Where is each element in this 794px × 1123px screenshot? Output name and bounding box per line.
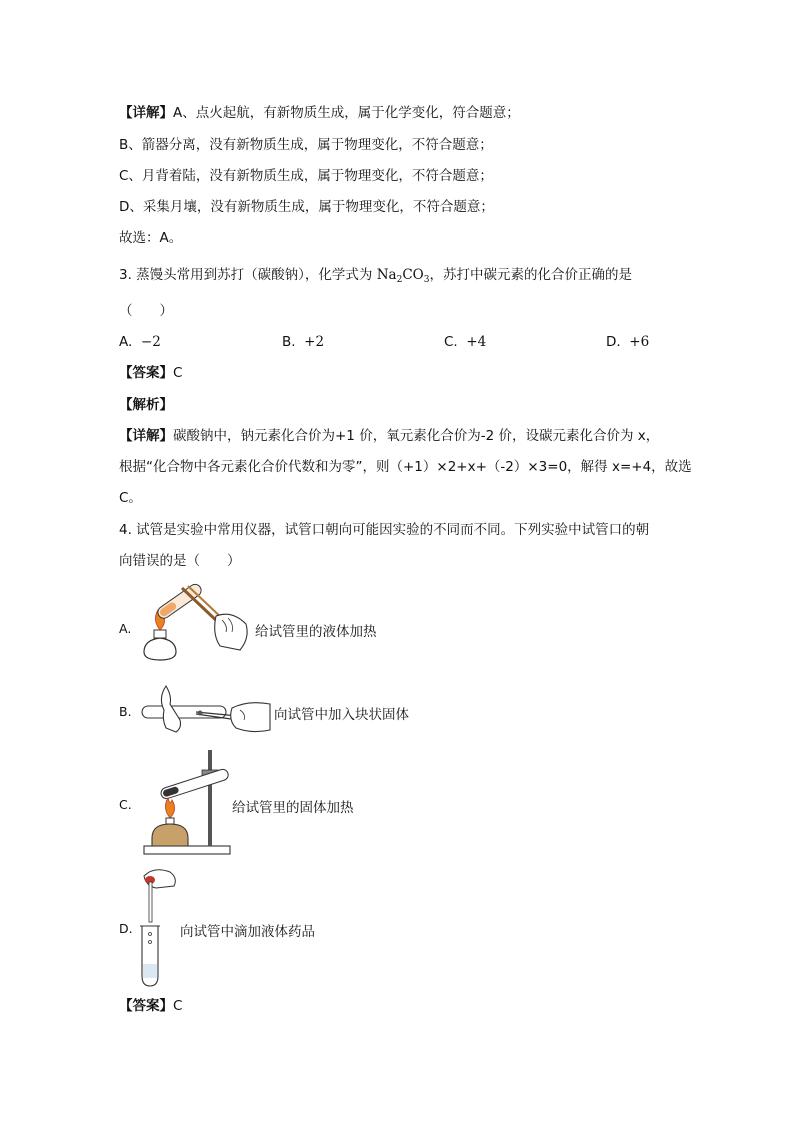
adding-solid-illustration — [136, 680, 276, 736]
q3-option-d — [606, 333, 649, 351]
option-letter: B. — [282, 334, 296, 350]
heating-solid-illustration — [140, 746, 236, 858]
formula-na: Na — [376, 267, 397, 283]
answer-head: 【答案】 — [119, 365, 173, 381]
answer-head: 【答案】 — [119, 998, 173, 1014]
answer-value: C — [173, 365, 183, 381]
q4-option-a-letter: A. — [119, 621, 132, 636]
q2-detail-line-c: C、月背着陆，没有新物质生成，属于物理变化，不符合题意； — [119, 168, 493, 184]
q3-stem — [119, 266, 632, 284]
option-letter: A. — [119, 334, 133, 350]
formula-co: CO — [402, 267, 424, 283]
q2-choice: 故选：A。 — [119, 230, 183, 246]
q3-analysis-head: 【解析】 — [119, 397, 173, 413]
detail-head: 【详解】 — [119, 428, 173, 444]
q4-stem-2: 向错误的是（ ） — [119, 553, 241, 569]
detail-text: A、点火起航，有新物质生成，属于化学变化，符合题意； — [173, 105, 520, 121]
q2-detail-line-b: B、箭器分离，没有新物质生成，属于物理变化，不符合题意； — [119, 137, 493, 153]
q3-option-a — [119, 333, 161, 351]
q4-option-c-letter: C. — [119, 797, 132, 812]
option-value: +6 — [629, 334, 650, 350]
option-letter: D. — [606, 334, 621, 350]
q4-option-c-caption: 给试管里的固体加热 — [232, 800, 354, 816]
q4-option-d-letter: D. — [119, 921, 133, 936]
q4-answer — [119, 997, 182, 1015]
q3-formula — [377, 267, 430, 283]
detail-text: 碳酸钠中，钠元素化合价为+1 价，氧元素化合价为-2 价，设碳元素化合价为 x， — [173, 428, 660, 444]
q2-detail-line-d: D、采集月壤，没有新物质生成，属于物理变化，不符合题意； — [119, 199, 494, 215]
q2-detail-line-a — [119, 104, 520, 122]
q4-option-a-caption: 给试管里的液体加热 — [255, 624, 377, 640]
option-value: −2 — [140, 334, 161, 350]
detail-head: 【详解】 — [119, 105, 173, 121]
q3-stem-pre: 3. 蒸馒头常用到苏打（碳酸钠），化学式为 — [119, 267, 373, 283]
q4-option-b-letter: B. — [119, 704, 132, 719]
q3-option-c — [444, 333, 486, 351]
option-letter: C. — [444, 334, 458, 350]
q4-option-d-caption: 向试管中滴加液体药品 — [180, 924, 315, 940]
option-value: +4 — [466, 334, 487, 350]
q3-option-b — [282, 333, 324, 351]
answer-value: C — [173, 998, 183, 1014]
q4-stem-1: 4. 试管是实验中常用仪器，试管口朝向可能因实验的不同而不同。下列实验中试管口的朝 — [119, 522, 650, 538]
formula-na-sub: 2 — [396, 275, 403, 285]
q4-option-b-caption: 向试管中加入块状固体 — [274, 707, 409, 723]
q3-detail-3: C。 — [119, 490, 142, 506]
q3-answer — [119, 364, 182, 382]
option-value: +2 — [304, 334, 325, 350]
heating-liquid-illustration — [136, 580, 254, 672]
formula-co-sub: 3 — [423, 275, 430, 285]
q3-detail-1 — [119, 427, 659, 445]
q3-stem-post: ，苏打中碳元素的化合价正确的是 — [429, 267, 632, 283]
dropping-liquid-illustration — [134, 864, 182, 990]
q3-paren: （ ） — [119, 303, 173, 319]
q3-detail-2: 根据“化合物中各元素化合价代数和为零”，则（+1）×2+x+（-2）×3=0，解得 x=+4，故选 — [119, 459, 692, 475]
